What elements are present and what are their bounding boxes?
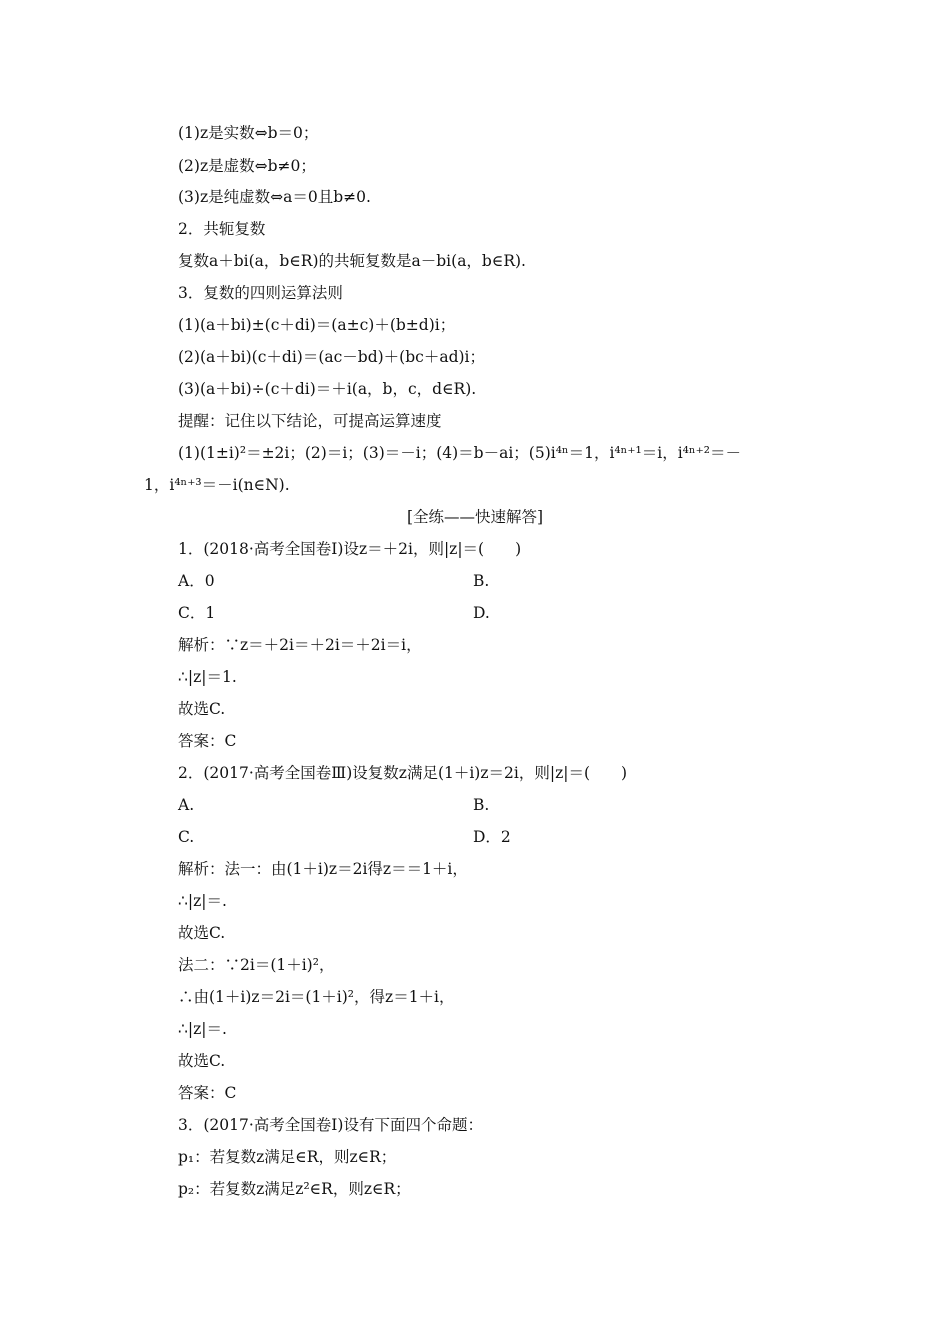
text-line: 1．(2018·高考全国卷Ⅰ)设z＝＋2i，则|z|＝( ) [178,540,522,558]
text-line: 提醒：记住以下结论，可提高运算速度 [178,412,442,430]
text-line: 3．复数的四则运算法则 [178,284,343,302]
text-line: 故选C. [178,1052,226,1070]
text-line: 3．(2017·高考全国卷Ⅰ)设有下面四个命题： [178,1116,483,1134]
text-line: A．0 [178,572,215,590]
text-line: [全练——快速解答] [406,508,544,526]
text-line: (1)z是实数⇔b＝0； [178,124,319,142]
text-line: ∴|z|＝. [178,1020,227,1038]
text-line: 故选C. [178,924,226,942]
text-line: 解析：∵z＝＋2i＝＋2i＝＋2i＝i， [178,636,422,654]
text-line: 解析：法一：由(1＋i)z＝2i得z＝＝1＋i， [178,860,468,878]
text-line: 1，i⁴ⁿ⁺³＝－i(n∈N). [144,476,290,494]
text-line: ∴|z|＝1. [178,668,237,686]
text-line: B. [473,572,490,590]
text-line: 2．(2017·高考全国卷Ⅲ)设复数z满足(1＋i)z＝2i，则|z|＝( ) [178,764,628,782]
text-line: 法二：∵2i＝(1＋i)²， [178,956,335,974]
text-line: (1)(a＋bi)±(c＋di)＝(a±c)＋(b±d)i； [178,316,456,334]
text-line: D．2 [473,828,511,846]
text-line: 故选C. [178,700,226,718]
text-line: (2)(a＋bi)(c＋di)＝(ac－bd)＋(bc＋ad)i； [178,348,486,366]
text-line: 答案：C [178,1084,237,1102]
text-line: A. [178,796,195,814]
text-line: D. [473,604,490,622]
text-line: B. [473,796,490,814]
text-line: (3)(a＋bi)÷(c＋di)＝＋i(a，b，c，d∈R). [178,380,477,398]
text-line: p₂：若复数z满足z²∈R，则z∈R； [178,1180,411,1198]
text-line: (2)z是虚数⇔b≠0； [178,157,316,175]
text-line: 复数a＋bi(a，b∈R)的共轭复数是a－bi(a，b∈R). [178,252,526,270]
text-line: 答案：C [178,732,237,750]
text-line: ∴由(1＋i)z＝2i＝(1＋i)²，得z＝1＋i， [178,988,455,1006]
text-line: p₁：若复数z满足∈R，则z∈R； [178,1148,397,1166]
text-line: C. [178,828,195,846]
text-line: C．1 [178,604,216,622]
text-line: ∴|z|＝. [178,892,227,910]
text-line: (1)(1±i)²＝±2i；(2)＝i；(3)＝－i；(4)＝b－ai；(5)i⁴ⁿ＝1，i⁴ⁿ⁺¹＝i，i⁴ⁿ⁺²＝－ [178,444,741,462]
text-line: 2．共轭复数 [178,220,266,238]
text-line: (3)z是纯虚数⇔a＝0且b≠0. [178,188,371,206]
